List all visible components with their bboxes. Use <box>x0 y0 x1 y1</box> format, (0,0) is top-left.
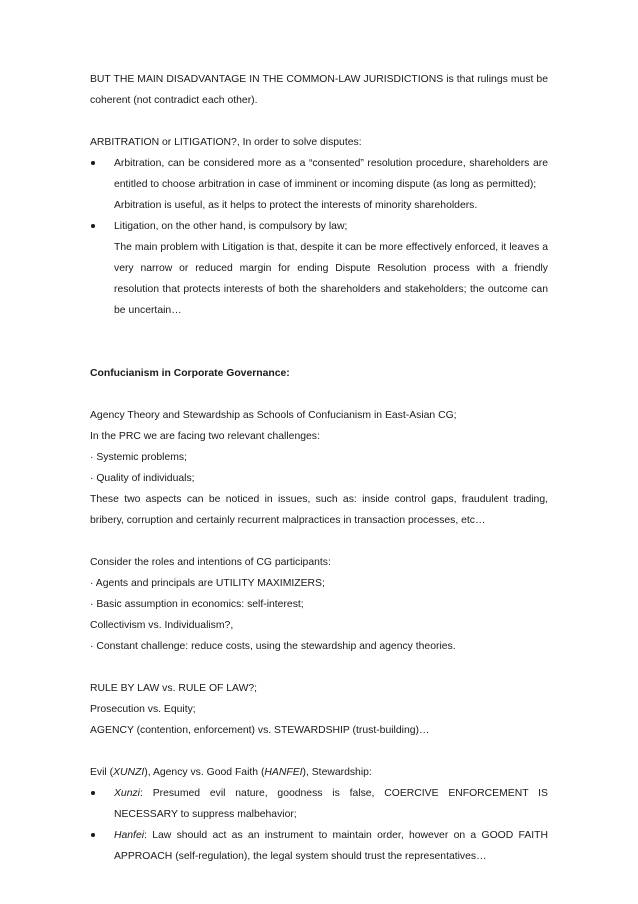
spacer <box>90 384 548 405</box>
line-self-interest: · Basic assumption in economics: self-interest; <box>90 599 304 610</box>
bullet-item-litigation <box>90 216 548 237</box>
bullet-dot-icon <box>91 833 95 837</box>
line-agency-stewardship: AGENCY (contention, enforcement) vs. STEWARDSHIP (trust-building)… <box>90 725 430 736</box>
intro-text-c: ), Stewardship: <box>302 767 372 778</box>
bullet-item-arbitration <box>90 153 548 195</box>
line-prosecution-equity: Prosecution vs. Equity; <box>90 704 196 715</box>
intro-hanfei: HANFEI <box>264 767 303 778</box>
bullet-text-xunzi: : Presumed evil nature, goodness is false, COERCIVE ENFORCEMENT IS NECESSARY to suppress malbehavior; <box>114 788 548 820</box>
bullet-text-litigation: Litigation, on the other hand, is compulsory by law; <box>114 221 348 232</box>
intro-text-b: ), Agency vs. Good Faith ( <box>144 767 265 778</box>
intro-xunzi: XUNZI <box>113 767 145 778</box>
bullet-list-dispute <box>90 153 548 195</box>
line-utility-maximizers: · Agents and principals are UTILITY MAXIMIZERS; <box>90 578 325 589</box>
intro-text-a: Evil ( <box>90 767 114 778</box>
paragraph-arbitration-useful: Arbitration is useful, as it helps to protect the interests of minority shareholders. <box>114 200 478 211</box>
paragraph-arbitration-or-litigation: ARBITRATION or LITIGATION?, In order to solve disputes: <box>90 137 362 148</box>
spacer <box>90 531 548 552</box>
line-quality-individuals: · Quality of individuals; <box>90 473 195 484</box>
line-systemic-problems: · Systemic problems; <box>90 452 188 463</box>
bullet-name-xunzi: Xunzi <box>114 788 140 799</box>
bullet-dot-icon <box>91 791 95 795</box>
line-agency-theory: Agency Theory and Stewardship as Schools of Confucianism in East-Asian CG; <box>90 410 457 421</box>
bullet-list-philosophers <box>90 783 548 867</box>
paragraph-common-law: BUT THE MAIN DISADVANTAGE IN THE COMMON-LAW JURISDICTIONS is that rulings must be coherent (not contradict each other). <box>90 74 548 106</box>
line-evil-good-faith <box>90 762 548 783</box>
bullet-dot-icon <box>91 224 95 228</box>
bullet-item-xunzi <box>90 783 548 825</box>
paragraph-issues: These two aspects can be noticed in issues, such as: inside control gaps, fraudulent trading, bribery, corruption and certainly recurrent malpractices in transaction processes, etc… <box>90 494 548 526</box>
spacer <box>90 741 548 762</box>
spacer <box>90 657 548 678</box>
bullet-name-hanfei: Hanfei <box>114 830 145 841</box>
page-content <box>90 69 548 867</box>
line-prc-challenges: In the PRC we are facing two relevant challenges: <box>90 431 320 442</box>
line-collectivism: Collectivism vs. Individualism?, <box>90 620 234 631</box>
bullet-dot-icon <box>91 161 95 165</box>
spacer <box>90 111 548 132</box>
spacer <box>90 342 548 363</box>
section-heading-confucianism: Confucianism in Corporate Governance: <box>90 368 290 379</box>
line-rule-by-law: RULE BY LAW vs. RULE OF LAW?; <box>90 683 258 694</box>
spacer <box>90 321 548 342</box>
bullet-text-hanfei: : Law should act as an instrument to maintain order, however on a GOOD FAITH APPROACH (self-regulation), the legal system should trust the representatives… <box>114 830 548 862</box>
bullet-text-arbitration: Arbitration, can be considered more as a “consented” resolution procedure, shareholders are entitled to choose arbitration in case of imminent or incoming dispute (as long as permitted); <box>114 158 548 190</box>
bullet-list-litigation <box>90 216 548 237</box>
line-constant-challenge: · Constant challenge: reduce costs, using the stewardship and agency theories. <box>90 641 456 652</box>
bullet-item-hanfei <box>90 825 548 867</box>
line-cg-participants: Consider the roles and intentions of CG participants: <box>90 557 331 568</box>
paragraph-litigation-problem: The main problem with Litigation is that, despite it can be more effectively enforced, it leaves a very narrow or reduced margin for ending Dispute Resolution process with a friendly resolution that protects interests of both the shareholders and stakeholders; the outcome can be uncertain… <box>114 242 548 316</box>
